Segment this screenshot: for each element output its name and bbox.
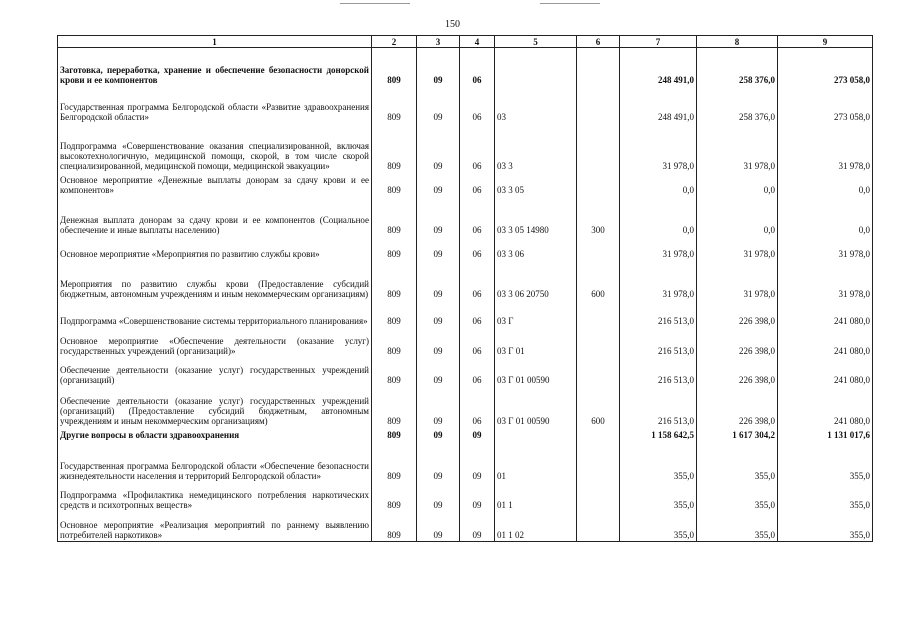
ved-code: 809 — [372, 300, 417, 327]
table-row — [58, 86, 873, 123]
target-article-code: 03 3 06 — [495, 236, 577, 260]
expense-type-code — [577, 123, 620, 172]
subsection-code: 06 — [460, 357, 495, 386]
amount-year-3: 0,0 — [778, 172, 873, 196]
subsection-code: 06 — [460, 48, 495, 86]
table-row — [58, 427, 873, 441]
amount-year-1: 0,0 — [620, 172, 697, 196]
amount-year-2: 355,0 — [697, 511, 778, 542]
ved-code: 809 — [372, 48, 417, 86]
expense-type-code — [577, 236, 620, 260]
header-cell: 8 — [697, 36, 778, 48]
expense-type-code — [577, 172, 620, 196]
table-row — [58, 123, 873, 172]
row-name: Основное мероприятие «Мероприятия по развитию службы крови» — [58, 236, 372, 260]
row-name: Основное мероприятие «Денежные выплаты донорам за сдачу крови и ее компонентов» — [58, 172, 372, 196]
section-code: 09 — [417, 441, 460, 482]
amount-year-1: 31 978,0 — [620, 236, 697, 260]
row-name: Заготовка, переработка, хранение и обеспечение безопасности донорской крови и ее компонентов — [58, 48, 372, 86]
subsection-code: 06 — [460, 327, 495, 357]
amount-year-1: 355,0 — [620, 511, 697, 542]
table-row — [58, 48, 873, 86]
amount-year-2: 258 376,0 — [697, 48, 778, 86]
header-cell: 7 — [620, 36, 697, 48]
row-name: Подпрограмма «Профилактика немедицинского потребления наркотических средств и психотропных веществ» — [58, 482, 372, 511]
amount-year-2: 1 617 304,2 — [697, 427, 778, 441]
row-name: Основное мероприятие «Реализация мероприятий по раннему выявлению потребителей наркотиков» — [58, 511, 372, 542]
subsection-code: 06 — [460, 172, 495, 196]
amount-year-3: 241 080,0 — [778, 300, 873, 327]
row-name: Государственная программа Белгородской области «Обеспечение безопасности жизнедеятельности населения и территорий Белгородской области» — [58, 441, 372, 482]
ved-code: 809 — [372, 357, 417, 386]
subsection-code: 06 — [460, 300, 495, 327]
ved-code: 809 — [372, 482, 417, 511]
expense-type-code — [577, 441, 620, 482]
amount-year-2: 0,0 — [697, 172, 778, 196]
scan-artifact-line — [540, 3, 600, 4]
amount-year-3: 355,0 — [778, 482, 873, 511]
expense-type-code — [577, 327, 620, 357]
ved-code: 809 — [372, 86, 417, 123]
ved-code: 809 — [372, 427, 417, 441]
amount-year-2: 258 376,0 — [697, 86, 778, 123]
table-row — [58, 441, 873, 482]
ved-code: 809 — [372, 196, 417, 236]
section-code: 09 — [417, 386, 460, 427]
ved-code: 809 — [372, 260, 417, 300]
ved-code: 809 — [372, 236, 417, 260]
amount-year-2: 31 978,0 — [697, 260, 778, 300]
subsection-code: 06 — [460, 123, 495, 172]
section-code: 09 — [417, 48, 460, 86]
table-row — [58, 172, 873, 196]
table-row — [58, 260, 873, 300]
table-row — [58, 236, 873, 260]
amount-year-3: 241 080,0 — [778, 386, 873, 427]
ved-code: 809 — [372, 327, 417, 357]
section-code: 09 — [417, 86, 460, 123]
ved-code: 809 — [372, 511, 417, 542]
table-row — [58, 482, 873, 511]
subsection-code: 09 — [460, 511, 495, 542]
section-code: 09 — [417, 427, 460, 441]
amount-year-3: 31 978,0 — [778, 123, 873, 172]
amount-year-2: 0,0 — [697, 196, 778, 236]
expense-type-code: 600 — [577, 386, 620, 427]
row-name: Обеспечение деятельности (оказание услуг) государственных учреждений (организаций) — [58, 357, 372, 386]
amount-year-1: 216 513,0 — [620, 357, 697, 386]
expense-type-code — [577, 357, 620, 386]
amount-year-1: 216 513,0 — [620, 327, 697, 357]
amount-year-3: 355,0 — [778, 511, 873, 542]
amount-year-3: 241 080,0 — [778, 327, 873, 357]
subsection-code: 09 — [460, 482, 495, 511]
row-name: Другие вопросы в области здравоохранения — [58, 427, 372, 441]
subsection-code: 06 — [460, 86, 495, 123]
target-article-code: 03 3 05 14980 — [495, 196, 577, 236]
header-cell: 6 — [577, 36, 620, 48]
ved-code: 809 — [372, 441, 417, 482]
amount-year-3: 31 978,0 — [778, 260, 873, 300]
row-name: Денежная выплата донорам за сдачу крови и ее компонентов (Социальное обеспечение и иные выплаты населению) — [58, 196, 372, 236]
ved-code: 809 — [372, 172, 417, 196]
expense-type-code — [577, 48, 620, 86]
section-code: 09 — [417, 172, 460, 196]
row-name: Государственная программа Белгородской области «Развитие здравоохранения Белгородской области» — [58, 86, 372, 123]
amount-year-1: 1 158 642,5 — [620, 427, 697, 441]
ved-code: 809 — [372, 386, 417, 427]
amount-year-1: 216 513,0 — [620, 386, 697, 427]
table-body — [58, 48, 873, 542]
page-number: 150 — [445, 19, 460, 30]
subsection-code: 09 — [460, 427, 495, 441]
amount-year-3: 1 131 017,6 — [778, 427, 873, 441]
expense-type-code — [577, 86, 620, 123]
section-code: 09 — [417, 123, 460, 172]
header-cell: 4 — [460, 36, 495, 48]
amount-year-3: 241 080,0 — [778, 357, 873, 386]
header-cell: 2 — [372, 36, 417, 48]
amount-year-1: 248 491,0 — [620, 86, 697, 123]
header-cell: 3 — [417, 36, 460, 48]
table-row — [58, 327, 873, 357]
table-row — [58, 386, 873, 427]
subsection-code: 06 — [460, 260, 495, 300]
amount-year-3: 0,0 — [778, 196, 873, 236]
section-code: 09 — [417, 482, 460, 511]
target-article-code: 01 1 — [495, 482, 577, 511]
expense-type-code: 600 — [577, 260, 620, 300]
header-cell: 5 — [495, 36, 577, 48]
budget-table — [57, 35, 873, 542]
section-code: 09 — [417, 300, 460, 327]
target-article-code: 03 3 05 — [495, 172, 577, 196]
row-name: Подпрограмма «Совершенствование системы территориального планирования» — [58, 300, 372, 327]
header-cell: 1 — [58, 36, 372, 48]
amount-year-2: 31 978,0 — [697, 236, 778, 260]
subsection-code: 06 — [460, 236, 495, 260]
target-article-code: 03 Г 01 00590 — [495, 386, 577, 427]
expense-type-code — [577, 511, 620, 542]
target-article-code: 03 — [495, 86, 577, 123]
table-row — [58, 300, 873, 327]
target-article-code: 01 — [495, 441, 577, 482]
amount-year-1: 0,0 — [620, 196, 697, 236]
amount-year-2: 31 978,0 — [697, 123, 778, 172]
expense-type-code: 300 — [577, 196, 620, 236]
target-article-code: 03 3 06 20750 — [495, 260, 577, 300]
section-code: 09 — [417, 511, 460, 542]
amount-year-2: 226 398,0 — [697, 327, 778, 357]
target-article-code: 03 3 — [495, 123, 577, 172]
row-name: Основное мероприятие «Обеспечение деятельности (оказание услуг) государственных учреждений (организаций)» — [58, 327, 372, 357]
amount-year-1: 216 513,0 — [620, 300, 697, 327]
amount-year-1: 355,0 — [620, 441, 697, 482]
target-article-code — [495, 427, 577, 441]
subsection-code: 09 — [460, 441, 495, 482]
amount-year-3: 273 058,0 — [778, 48, 873, 86]
expense-type-code — [577, 300, 620, 327]
target-article-code: 01 1 02 — [495, 511, 577, 542]
amount-year-2: 226 398,0 — [697, 386, 778, 427]
subsection-code: 06 — [460, 386, 495, 427]
amount-year-1: 31 978,0 — [620, 260, 697, 300]
amount-year-2: 355,0 — [697, 441, 778, 482]
amount-year-1: 31 978,0 — [620, 123, 697, 172]
table-header-row — [58, 36, 873, 48]
amount-year-3: 31 978,0 — [778, 236, 873, 260]
amount-year-2: 226 398,0 — [697, 300, 778, 327]
table-row — [58, 511, 873, 542]
target-article-code: 03 Г — [495, 300, 577, 327]
expense-type-code — [577, 427, 620, 441]
table-row — [58, 196, 873, 236]
table-row — [58, 357, 873, 386]
header-cell: 9 — [778, 36, 873, 48]
target-article-code: 03 Г 01 — [495, 327, 577, 357]
section-code: 09 — [417, 196, 460, 236]
amount-year-2: 355,0 — [697, 482, 778, 511]
section-code: 09 — [417, 236, 460, 260]
amount-year-2: 226 398,0 — [697, 357, 778, 386]
target-article-code — [495, 48, 577, 86]
target-article-code: 03 Г 01 00590 — [495, 357, 577, 386]
amount-year-1: 355,0 — [620, 482, 697, 511]
ved-code: 809 — [372, 123, 417, 172]
amount-year-1: 248 491,0 — [620, 48, 697, 86]
amount-year-3: 355,0 — [778, 441, 873, 482]
section-code: 09 — [417, 260, 460, 300]
scan-artifact-line — [340, 3, 410, 4]
section-code: 09 — [417, 327, 460, 357]
expense-type-code — [577, 482, 620, 511]
row-name: Мероприятия по развитию службы крови (Предоставление субсидий бюджетным, автономным учреждениям и иным некоммерческим организациям) — [58, 260, 372, 300]
section-code: 09 — [417, 357, 460, 386]
row-name: Подпрограмма «Совершенствование оказания специализированной, включая высокотехнологичную, медицинской помощи, скорой, в том числе скорой специализированной, медицинской помощи, медицинской эвакуации» — [58, 123, 372, 172]
amount-year-3: 273 058,0 — [778, 86, 873, 123]
row-name: Обеспечение деятельности (оказание услуг) государственных учреждений (организаций) (Предоставление субсидий бюджетным, автономным учреждениям и иным некоммерческим организациям) — [58, 386, 372, 427]
subsection-code: 06 — [460, 196, 495, 236]
